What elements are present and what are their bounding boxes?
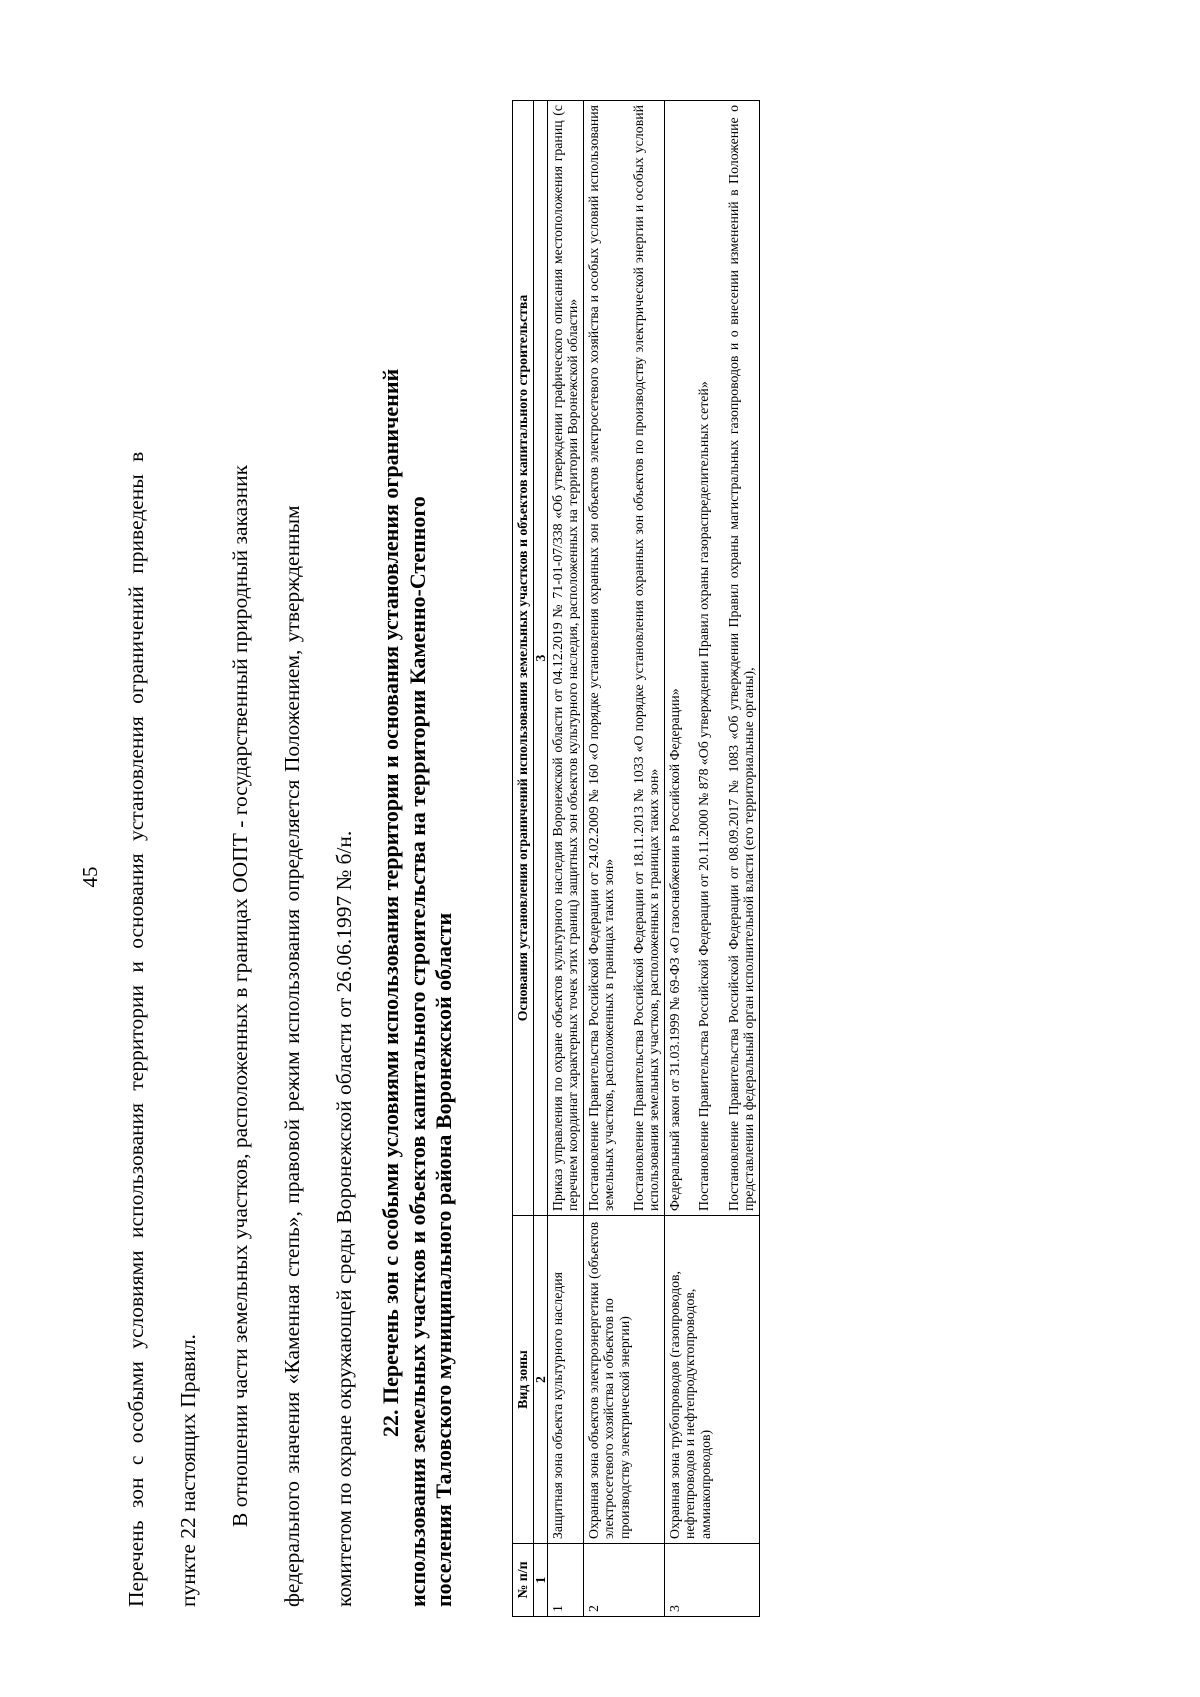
- column-number-row: [533, 101, 547, 1617]
- zone-type: Охранная зона трубопроводов (газопроводов, нефтепроводов и нефтепродуктопроводов, аммиакопроводов): [664, 1216, 759, 1544]
- basis-document: Постановление Правительства Российской Федерации от 20.11.2000 № 878 «Об утверждении Правил охраны газораспределительных сетей»: [696, 381, 711, 1211]
- zones-table: [512, 100, 760, 1617]
- basis-document: Федеральный закон от 31.03.1999 № 69-ФЗ «О газоснабжении в Российской Федерации»: [666, 688, 682, 1211]
- basis-document: Постановление Правительства Российской Федерации от 08.09.2017 № 1083 «Об утверждении Правил охраны магистральных газопроводов и о внесении изменений в Положение о представлении в федеральный орган исполнительной власти (его территориальные органы),: [725, 105, 756, 1211]
- table-row: [583, 101, 664, 1617]
- intro-line-3: В отношении части земельных участков, расположенных в границах ООПТ - государственный природный заказник: [228, 464, 252, 1527]
- table-row: [664, 101, 759, 1617]
- column-number: 2: [533, 1216, 547, 1544]
- intro-line-5: комитетом по охране окружающей среды Воронежской области от 26.06.1997 № б/н.: [332, 830, 356, 1607]
- column-header-zone-type: Вид зоны: [513, 1216, 534, 1544]
- column-header-basis: Основания установления ограничений использования земельных участков и объектов капитального строительства: [513, 101, 534, 1216]
- intro-line-4: федерального значения «Каменная степь», правовой режим использования определяется Положением, утвержденным: [280, 505, 304, 1607]
- column-header-number: № п/п: [513, 1544, 534, 1617]
- zone-type: Защитная зона объекта культурного наследия: [547, 1216, 583, 1544]
- basis-cell: [664, 101, 759, 1216]
- section-heading-line-2: использования земельных участков и объектов капитального строительства на территории Каменно-Степного: [404, 496, 430, 1607]
- basis-document: Постановление Правительства Российской Федерации от 24.02.2009 № 160 «О порядке установления охранных зон объектов электросетевого хозяйства и особых условий использования земельных участков, расположенных в границах таких зон»: [585, 105, 616, 1211]
- zone-type: Охранная зона объектов электроэнергетики (объектов электросетевого хозяйства и объектов по производству электрической энергии): [583, 1216, 664, 1544]
- basis-document: Приказ управления по охране объектов культурного наследия Воронежской области от 04.12.2019 № 71-01-07/338 «Об утверждении графического описания местоположения границ (с перечнем координат характерных точек этих границ) защитных зон объектов культурного наследия, расположенных на территории Воронежской области»: [549, 105, 580, 1211]
- table-header-row: [513, 101, 534, 1617]
- basis-cell: [547, 101, 583, 1216]
- column-number: 1: [533, 1544, 547, 1617]
- section-heading: [378, 127, 458, 1607]
- basis-document: Постановление Правительства Российской Федерации от 18.11.2013 № 1033 «О порядке установления охранных зон объектов по производству электрической энергии и особых условий использования земельных участков, расположенных в границах таких зон»: [630, 105, 661, 1211]
- intro-line-1: Перечень зон с особыми условиями использования территории и основания установления ограничений приведены в: [124, 451, 148, 1607]
- table-row: [547, 101, 583, 1617]
- row-number: 2: [583, 1544, 664, 1617]
- section-heading-line-1: 22. Перечень зон с особыми условиями использования территории и основания установления ограничений: [378, 368, 403, 1437]
- row-number: 1: [547, 1544, 583, 1617]
- basis-cell: [583, 101, 664, 1216]
- section-heading-line-3: поселения Таловского муниципального района Воронежской области: [431, 912, 456, 1607]
- intro-line-2: пункте 22 настоящих Правил.: [176, 1334, 200, 1607]
- page-number: 45: [78, 866, 102, 888]
- row-number: 3: [664, 1544, 759, 1617]
- column-number: 3: [533, 101, 547, 1216]
